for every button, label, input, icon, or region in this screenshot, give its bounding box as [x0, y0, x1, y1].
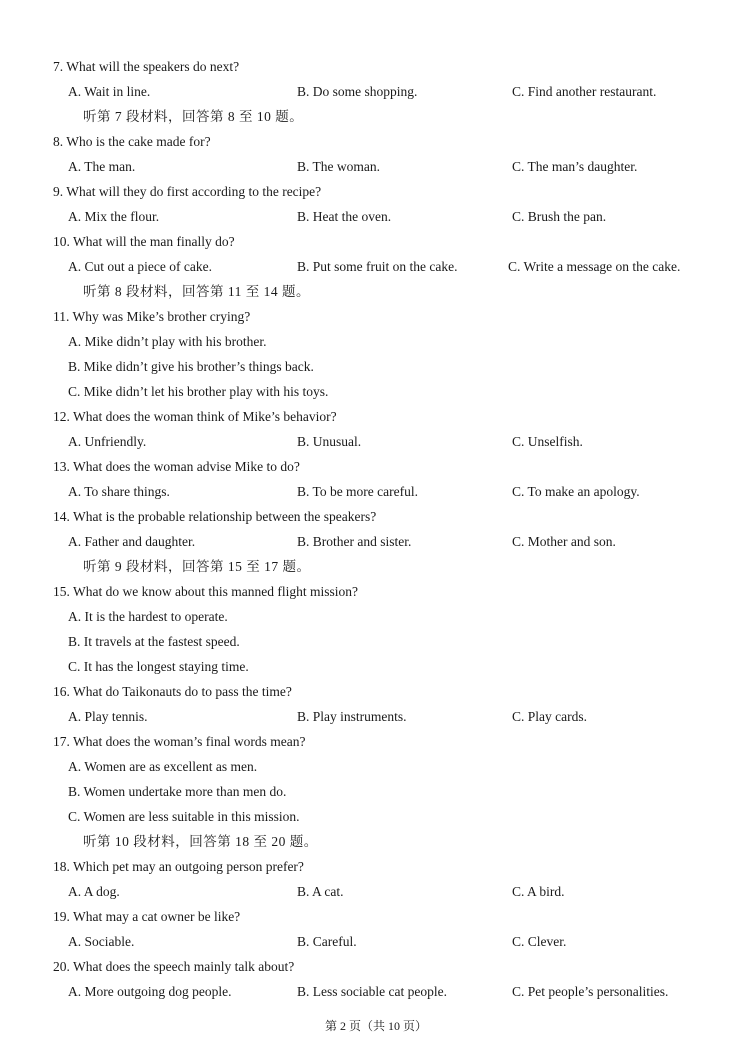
option-c: C. A bird. — [512, 884, 565, 899]
option-c: C. Play cards. — [512, 709, 587, 724]
question-stem: 16. What do Taikonauts do to pass the time? — [53, 684, 292, 699]
option-b: B. Women undertake more than men do. — [68, 784, 287, 799]
question-8-options — [0, 154, 752, 179]
section-note-text: 听第 7 段材料，回答第 8 至 10 题。 — [83, 109, 304, 124]
question-15 — [0, 579, 752, 604]
question-stem: 9. What will they do first according to the recipe? — [53, 184, 322, 199]
option-a: A. Father and daughter. — [68, 534, 196, 549]
question-stem: 13. What does the woman advise Mike to do? — [53, 459, 300, 474]
question-15-option-a — [0, 604, 752, 629]
question-stem: 8. Who is the cake made for? — [53, 134, 211, 149]
option-a: A. Wait in line. — [68, 84, 151, 99]
question-17-option-c — [0, 804, 752, 829]
question-stem: 11. Why was Mike’s brother crying? — [53, 309, 251, 324]
section-note — [0, 279, 752, 304]
option-b: B. A cat. — [297, 884, 344, 899]
option-b: B. Careful. — [297, 934, 357, 949]
section-note-text: 听第 9 段材料，回答第 15 至 17 题。 — [83, 559, 311, 574]
option-b: B. It travels at the fastest speed. — [68, 634, 240, 649]
option-b: B. Less sociable cat people. — [297, 984, 447, 999]
option-c: C. Find another restaurant. — [512, 84, 657, 99]
option-c: C. Pet people’s personalities. — [512, 984, 669, 999]
question-stem: 14. What is the probable relationship between the speakers? — [53, 509, 377, 524]
option-b: B. Play instruments. — [297, 709, 407, 724]
option-c: C. Write a message on the cake. — [508, 259, 681, 274]
question-11-option-b — [0, 354, 752, 379]
page-number-footer: 第 2 页（共 10 页） — [324, 1019, 427, 1033]
question-17-option-a — [0, 754, 752, 779]
option-c: C. Clever. — [512, 934, 567, 949]
question-9-options — [0, 204, 752, 229]
question-19 — [0, 904, 752, 929]
option-c: C. The man’s daughter. — [512, 159, 638, 174]
section-note — [0, 554, 752, 579]
option-b: B. Brother and sister. — [297, 534, 412, 549]
question-19-options — [0, 929, 752, 954]
question-18-options — [0, 879, 752, 904]
question-12 — [0, 404, 752, 429]
question-stem: 19. What may a cat owner be like? — [53, 909, 241, 924]
section-note-text: 听第 8 段材料，回答第 11 至 14 题。 — [83, 284, 310, 299]
question-16-options — [0, 704, 752, 729]
option-a: A. Unfriendly. — [68, 434, 147, 449]
question-stem: 20. What does the speech mainly talk about? — [53, 959, 295, 974]
option-b: B. Mike didn’t give his brother’s things back. — [68, 359, 314, 374]
question-12-options — [0, 429, 752, 454]
question-7 — [0, 54, 752, 79]
question-17 — [0, 729, 752, 754]
question-20 — [0, 954, 752, 979]
section-note — [0, 104, 752, 129]
option-b: B. Unusual. — [297, 434, 362, 449]
option-c: C. Women are less suitable in this mission. — [68, 809, 300, 824]
question-stem: 7. What will the speakers do next? — [53, 59, 240, 74]
option-a: A. It is the hardest to operate. — [68, 609, 228, 624]
option-c: C. Mike didn’t let his brother play with his toys. — [68, 384, 329, 399]
question-15-option-c — [0, 654, 752, 679]
question-13 — [0, 454, 752, 479]
option-a: A. To share things. — [68, 484, 170, 499]
question-16 — [0, 679, 752, 704]
question-7-options — [0, 79, 752, 104]
question-13-options — [0, 479, 752, 504]
section-note-text: 听第 10 段材料，回答第 18 至 20 题。 — [83, 834, 318, 849]
option-c: C. Brush the pan. — [512, 209, 607, 224]
option-a: A. The man. — [68, 159, 136, 174]
option-a: A. Mix the flour. — [68, 209, 160, 224]
question-stem: 15. What do we know about this manned flight mission? — [53, 584, 358, 599]
question-14 — [0, 504, 752, 529]
option-c: C. To make an apology. — [512, 484, 640, 499]
option-b: B. The woman. — [297, 159, 380, 174]
option-b: B. Put some fruit on the cake. — [297, 259, 458, 274]
option-b: B. Heat the oven. — [297, 209, 392, 224]
question-17-option-b — [0, 779, 752, 804]
option-b: B. Do some shopping. — [297, 84, 418, 99]
option-c: C. Unselfish. — [512, 434, 583, 449]
question-10 — [0, 229, 752, 254]
question-11-option-c — [0, 379, 752, 404]
option-c: C. Mother and son. — [512, 534, 616, 549]
question-stem: 10. What will the man finally do? — [53, 234, 235, 249]
section-note — [0, 829, 752, 854]
option-a: A. Women are as excellent as men. — [68, 759, 258, 774]
option-b: B. To be more careful. — [297, 484, 419, 499]
option-a: A. Cut out a piece of cake. — [68, 259, 212, 274]
option-a: A. Play tennis. — [68, 709, 148, 724]
question-8 — [0, 129, 752, 154]
option-c: C. It has the longest staying time. — [68, 659, 249, 674]
question-stem: 17. What does the woman’s final words mean? — [53, 734, 306, 749]
question-14-options — [0, 529, 752, 554]
question-18 — [0, 854, 752, 879]
question-stem: 18. Which pet may an outgoing person prefer? — [53, 859, 304, 874]
option-a: A. Mike didn’t play with his brother. — [68, 334, 267, 349]
question-11 — [0, 304, 752, 329]
option-a: A. Sociable. — [68, 934, 135, 949]
question-stem: 12. What does the woman think of Mike’s behavior? — [53, 409, 337, 424]
option-a: A. More outgoing dog people. — [68, 984, 232, 999]
question-10-options — [0, 254, 752, 279]
question-9 — [0, 179, 752, 204]
question-11-option-a — [0, 329, 752, 354]
question-20-options — [0, 979, 752, 1004]
question-15-option-b — [0, 629, 752, 654]
option-a: A. A dog. — [68, 884, 120, 899]
